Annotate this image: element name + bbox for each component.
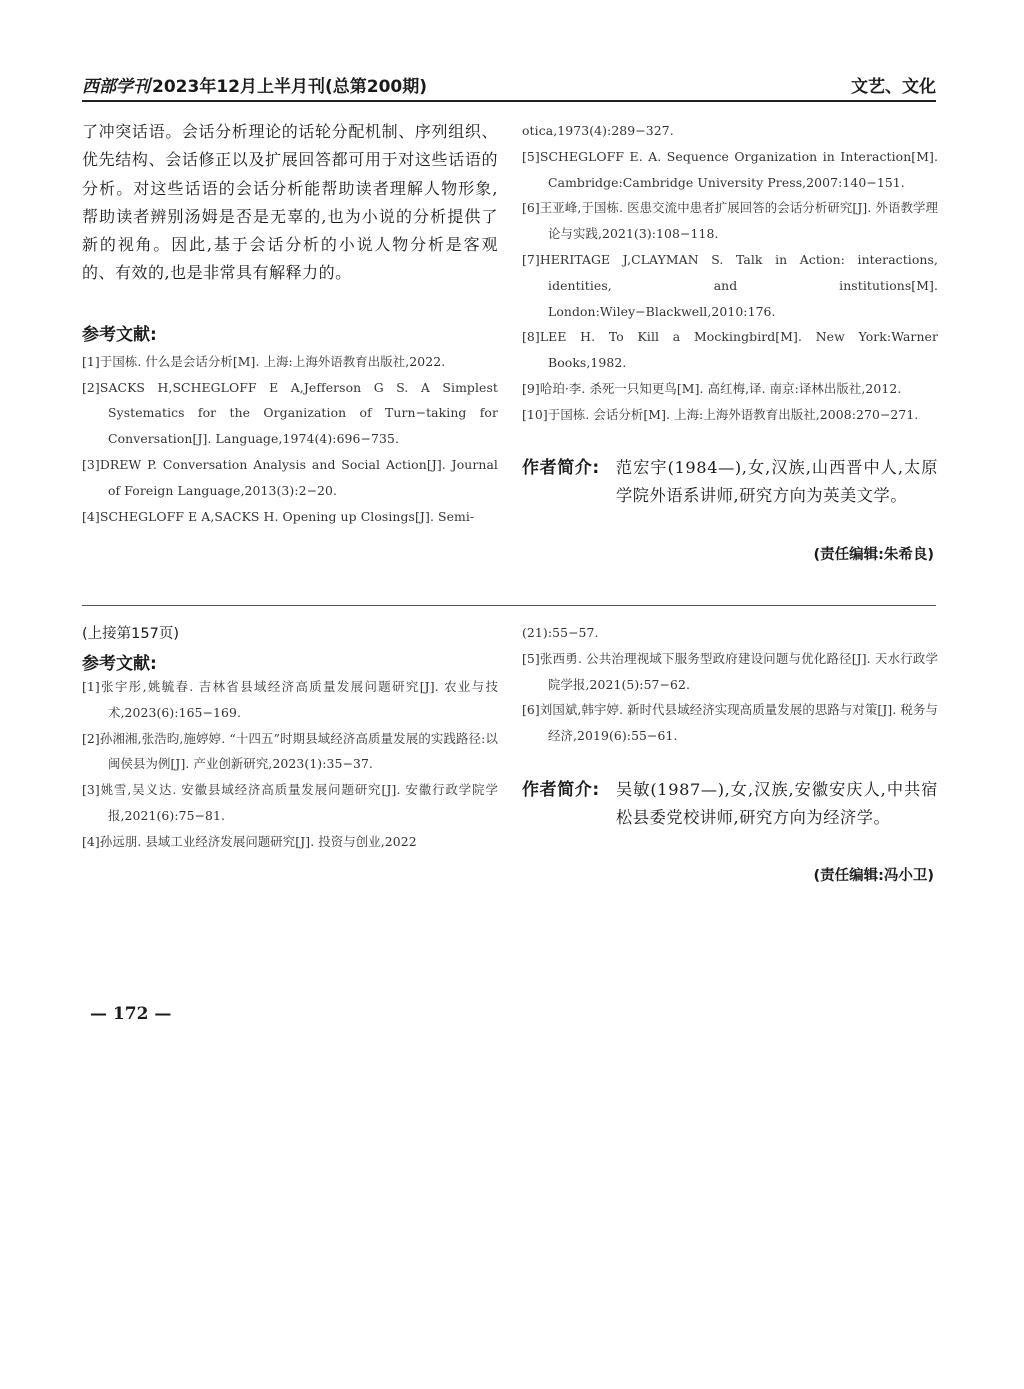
article2-right-column: [522, 620, 938, 749]
article1-conclusion: 了冲突话语。会话分析理论的话轮分配机制、序列组织、优先结构、会话修正以及扩展回答都可用于对这些话语的分析。对这些话语的会话分析能帮助读者理解人物形象,帮助读者辨别汤姆是否是无辜的,也为小说的分析提供了新的视角。因此,基于会话分析的小说人物分析是客观的、有效的,也是非常具有解释力的。: [82, 122, 498, 283]
reference-item: [1]于国栋. 什么是会话分析[M]. 上海:上海外语教育出版社,2022.: [82, 353, 446, 369]
article2-refs-left: [82, 674, 498, 855]
page-header: [82, 68, 936, 102]
author-bio-text: 吴敏(1987—),女,汉族,安徽安庆人,中共宿松县委党校讲师,研究方向为经济学。: [616, 780, 938, 828]
reference-item: [5]SCHEGLOFF E. A. Sequence Organization in Interaction[M]. Cambridge:Cambridge University Press,2007:140−151.: [522, 148, 938, 190]
article2-left-column: [82, 622, 498, 855]
reference-item: [6]刘国斌,韩宇婷. 新时代县域经济实现高质量发展的思路与对策[J]. 税务与经济,2019(6):55−61.: [522, 702, 938, 744]
reference-item: [3]DREW P. Conversation Analysis and Social Action[J]. Journal of Foreign Language,2013(3):2−20.: [82, 456, 498, 498]
reference-continuation: otica,1973(4):289−327.: [522, 123, 674, 138]
article1-refs-heading: 参考文献:: [82, 324, 157, 345]
author-bio-text: 范宏宇(1984—),女,汉族,山西晋中人,太原学院外语系讲师,研究方向为英美文学。: [616, 458, 938, 506]
reference-item: [10]于国栋. 会话分析[M]. 上海:上海外语教育出版社,2008:270−271.: [522, 406, 919, 422]
article2-author-bio: [522, 776, 938, 833]
reference-item: [1]张宇彤,姚毓春. 吉林省县域经济高质量发展问题研究[J]. 农业与技术,2023(6):165−169.: [82, 679, 498, 720]
article1-refs-left: [82, 349, 498, 530]
reference-item: [5]张西勇. 公共治理视域下服务型政府建设问题与优化路径[J]. 天水行政学院学报,2021(5):57−62.: [522, 650, 938, 692]
reference-item: [9]哈珀·李. 杀死一只知更鸟[M]. 高红梅,译. 南京:译林出版社,2012.: [522, 380, 902, 396]
article1-refs-right: [522, 118, 938, 428]
article1-left-column: [82, 118, 498, 529]
reference-continuation: (21):55−57.: [522, 625, 599, 640]
author-bio-label: 作者简介:: [522, 458, 600, 478]
article1-right-column: [522, 118, 938, 428]
continued-from-note: (上接第157页): [82, 626, 179, 642]
section-name: 文艺、文化: [851, 77, 936, 97]
reference-item: [3]姚雪,吴义达. 安徽县域经济高质量发展问题研究[J]. 安徽行政学院学报,2021(6):75−81.: [82, 782, 498, 823]
article2-refs-heading: 参考文献:: [82, 654, 157, 674]
article1-author-bio: [522, 454, 938, 511]
author-bio-label: 作者简介:: [522, 780, 600, 800]
reference-item: [8]LEE H. To Kill a Mockingbird[M]. New York:Warner Books,1982.: [522, 329, 938, 371]
journal-issue: 2023年12月上半月刊(总第200期): [152, 77, 427, 97]
article1-editor: (责任编辑:朱希良): [813, 547, 934, 563]
reference-item: [2]SACKS H,SCHEGLOFF E A,Jefferson G S. A Simplest Systematics for the Organization of Turn−taking for Conversation[J]. Language,1974(4):696−735.: [82, 379, 498, 447]
reference-item: [2]孙湘湘,张浩昀,施婷婷. “十四五”时期县域经济高质量发展的实践路径:以闽侯县为例[J]. 产业创新研究,2023(1):35−37.: [82, 730, 498, 772]
reference-item: [4]孙远朋. 县域工业经济发展问题研究[J]. 投资与创业,2022: [82, 833, 417, 849]
article2-refs-right: [522, 620, 938, 749]
page-number: — 172 —: [90, 1004, 172, 1024]
reference-item: [6]王亚峰,于国栋. 医患交流中患者扩展回答的会话分析研究[J]. 外语教学理论与实践,2021(3):108−118.: [522, 200, 938, 242]
reference-item: [7]HERITAGE J,CLAYMAN S. Talk in Action: interactions, identities, and institutions[M]. London:Wiley−Blackwell,2010:176.: [522, 251, 938, 319]
journal-logo: 西部学刊: [82, 77, 150, 97]
journal-title: [82, 72, 427, 97]
header-rule: [82, 100, 936, 102]
reference-item: [4]SCHEGLOFF E A,SACKS H. Opening up Closings[J]. Semi-: [82, 508, 475, 524]
article-divider: [82, 605, 936, 606]
article2-editor: (责任编辑:冯小卫): [813, 868, 934, 884]
